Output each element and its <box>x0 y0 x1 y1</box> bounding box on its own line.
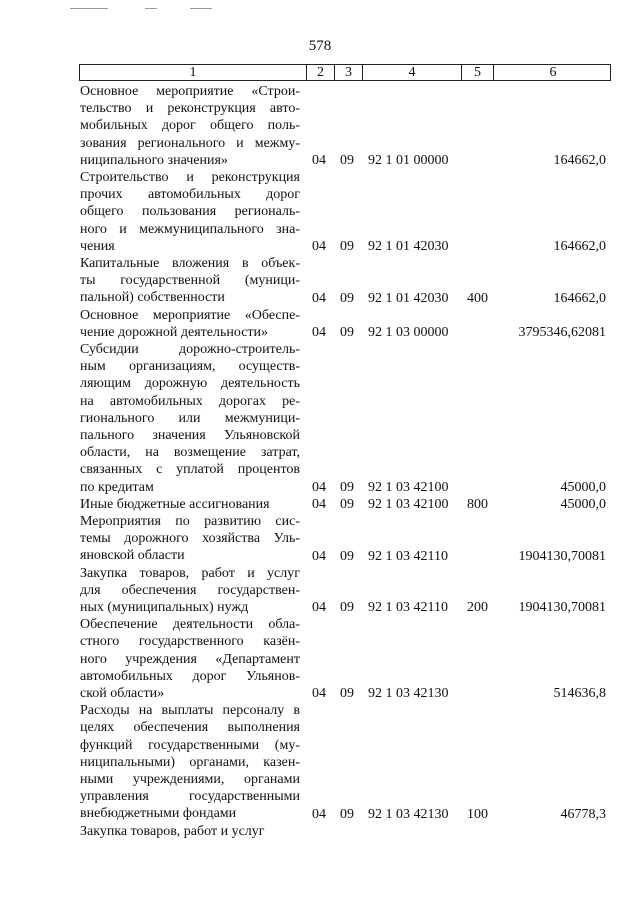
cell-c4: 92 1 01 42030 <box>368 239 449 254</box>
description-line: пальной) собственности <box>80 290 225 306</box>
table-row <box>0 702 640 822</box>
cell-c2: 04 <box>312 806 326 822</box>
cell-c6: 1904130,70081 <box>518 600 606 616</box>
description-line: прочих автомобильных дорог <box>80 187 300 203</box>
cell-c6: 45000,0 <box>560 496 606 512</box>
description-line: на автомобильных дорогах ре- <box>80 393 300 409</box>
cell-c3: 09 <box>340 806 354 822</box>
description-line: Закупка товаров, работ и услуг <box>80 823 265 839</box>
header-col-3: 3 <box>335 65 363 80</box>
description-line: мобильных дорог общего поль- <box>80 118 300 134</box>
table-row <box>0 616 640 702</box>
cell-c2: 04 <box>312 548 326 564</box>
cell-c2: 04 <box>312 290 326 306</box>
description-line: темы дорожного хозяйства Уль- <box>80 531 300 547</box>
description-line: ской области» <box>80 686 165 701</box>
cell-c6: 45000,0 <box>560 479 606 495</box>
row-description <box>80 496 300 513</box>
cell-c4: 92 1 03 42110 <box>368 548 448 564</box>
cell-c4: 92 1 03 42130 <box>368 686 449 702</box>
description-line: ляющим дорожную деятельность <box>80 376 300 392</box>
description-line: ниципальными) органами, казен- <box>80 754 300 770</box>
table-row <box>0 513 640 565</box>
scan-artifact <box>145 8 157 9</box>
header-col-4: 4 <box>363 65 462 80</box>
description-line: связанных с уплатой процентов <box>80 462 300 478</box>
cell-c5: 100 <box>467 806 488 822</box>
page-number: 578 <box>308 38 332 54</box>
header-col-1: 1 <box>80 65 307 80</box>
description-line: Строительство и реконструкция <box>80 170 300 185</box>
cell-c6: 514636,8 <box>553 686 606 702</box>
description-line: ты государственной (муници- <box>80 273 300 289</box>
description-line: ниципального значения» <box>80 152 228 168</box>
description-line: ных (муниципальных) нужд <box>80 600 249 615</box>
description-line: пального значения Ульяновской <box>80 428 300 444</box>
table-row <box>0 169 640 255</box>
cell-c6: 164662,0 <box>553 290 606 306</box>
description-line: Мероприятия по развитию сис- <box>80 514 300 529</box>
table-row <box>0 341 640 496</box>
row-description <box>80 702 300 822</box>
row-description <box>80 513 300 565</box>
table-row <box>0 307 640 341</box>
description-line: ным организациям, осуществ- <box>80 359 300 375</box>
cell-c5: 400 <box>467 290 488 306</box>
table-row <box>0 496 640 513</box>
description-line: ного и межмуниципального зна- <box>80 221 300 237</box>
scan-artifact <box>190 8 212 9</box>
cell-c3: 09 <box>340 600 354 616</box>
table-row <box>0 255 640 307</box>
description-line: ного учреждения «Департамент <box>80 651 300 667</box>
cell-c6: 3795346,62081 <box>518 324 606 340</box>
description-line: Основное мероприятие «Обеспе- <box>80 307 300 323</box>
cell-c2: 04 <box>312 686 326 702</box>
cell-c4: 92 1 03 42130 <box>368 806 449 822</box>
cell-c3: 09 <box>340 153 354 168</box>
cell-c6: 164662,0 <box>553 239 606 254</box>
row-description <box>80 169 300 255</box>
row-description <box>80 307 300 341</box>
cell-c5: 200 <box>467 600 488 616</box>
cell-c3: 09 <box>340 239 354 254</box>
description-line: стного государственного казён- <box>80 634 300 650</box>
description-line: Иные бюджетные ассигнования <box>80 496 270 512</box>
description-line: чение дорожной деятельности» <box>80 324 269 340</box>
description-line: по кредитам <box>80 479 154 495</box>
description-line: яновской области <box>80 548 185 564</box>
description-line: тельство и реконструкция авто- <box>80 101 300 117</box>
header-col-6: 6 <box>549 65 557 80</box>
description-line: внебюджетными фондами <box>80 806 237 822</box>
table-header <box>79 64 611 81</box>
row-description <box>80 83 300 169</box>
cell-c2: 04 <box>312 324 326 340</box>
cell-c4: 92 1 01 00000 <box>368 153 449 168</box>
row-description <box>80 823 300 840</box>
row-description <box>80 341 300 496</box>
description-line: ными учреждениями, органами <box>80 772 300 787</box>
cell-c4: 92 1 01 42030 <box>368 290 449 306</box>
header-col-5: 5 <box>462 65 494 80</box>
row-description <box>80 616 300 702</box>
description-line: Основное мероприятие «Строи- <box>80 84 300 99</box>
description-line: для обеспечения государствен- <box>80 582 300 598</box>
header-col-2: 2 <box>307 65 335 80</box>
cell-c2: 04 <box>312 239 326 254</box>
cell-c2: 04 <box>312 153 326 168</box>
cell-c4: 92 1 03 00000 <box>368 324 449 340</box>
cell-c3: 09 <box>340 479 354 495</box>
cell-c2: 04 <box>312 600 326 616</box>
cell-c4: 92 1 03 42110 <box>368 600 448 616</box>
cell-c6: 164662,0 <box>553 153 606 168</box>
description-line: функций государственными (му- <box>80 737 300 753</box>
cell-c6: 1904130,70081 <box>518 548 606 564</box>
row-description <box>80 255 300 307</box>
cell-c3: 09 <box>340 686 354 702</box>
cell-c6: 46778,3 <box>560 806 606 822</box>
cell-c3: 09 <box>340 290 354 306</box>
description-line: Расходы на выплаты персоналу в <box>80 703 300 719</box>
description-line: автомобильных дорог Ульянов- <box>80 668 300 684</box>
row-description <box>80 565 300 617</box>
cell-c4: 92 1 03 42100 <box>368 479 449 495</box>
cell-c2: 04 <box>312 479 326 495</box>
table-row <box>0 83 640 169</box>
description-line: гионального или межмуници- <box>80 410 300 426</box>
cell-c3: 09 <box>340 496 354 512</box>
description-line: Капитальные вложения в объек- <box>80 256 300 271</box>
cell-c5: 800 <box>467 496 488 512</box>
table-row <box>0 565 640 617</box>
description-line: чения <box>80 238 115 254</box>
cell-c3: 09 <box>340 548 354 564</box>
table-row <box>0 823 640 840</box>
cell-c3: 09 <box>340 324 354 340</box>
description-line: общего пользования региональ- <box>80 204 300 220</box>
description-line: области, на возмещение затрат, <box>80 445 300 461</box>
description-line: Субсидии дорожно-строитель- <box>80 342 300 357</box>
cell-c4: 92 1 03 42100 <box>368 496 449 512</box>
description-line: Обеспечение деятельности обла- <box>80 617 300 633</box>
description-line: целях обеспечения выполнения <box>80 720 300 736</box>
scan-artifact <box>70 8 108 9</box>
description-line: Закупка товаров, работ и услуг <box>80 565 300 581</box>
description-line: управления государственными <box>80 789 300 805</box>
description-line: зования регионального и межму- <box>80 135 300 151</box>
cell-c2: 04 <box>312 496 326 512</box>
